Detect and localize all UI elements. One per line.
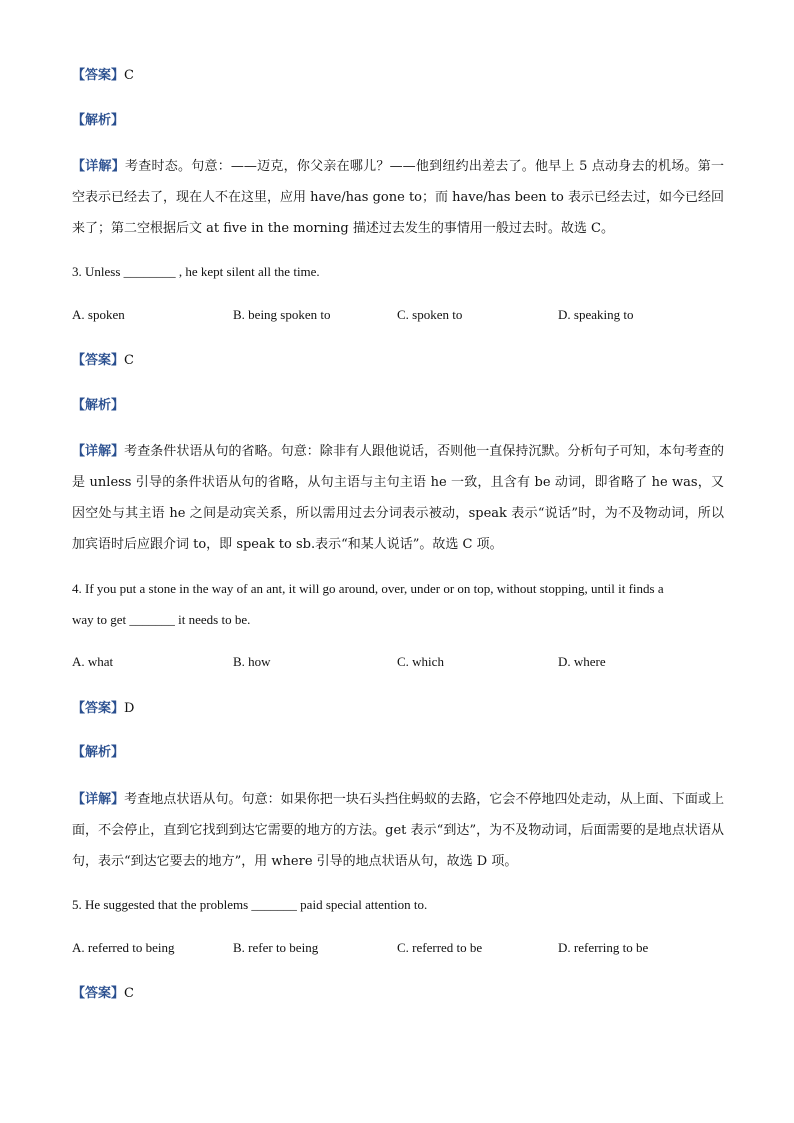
answer-label: 【答案】 [72, 986, 125, 1001]
q4-stem-line1: 4. If you put a stone in the way of an ant, it will go around, over, under or on top, without stopping, until it finds a [72, 581, 664, 596]
detail-text: 考查条件状语从句的省略。句意：除非有人跟他说话，否则他一直保持沉默。分析句子可知，本句考查的是 unless 引导的条件状语从句的省略，从句主语与主句主语 he 一致，且含有 be 动词，即省略了 he was，又因空处与其主语 he 之间是动宾关系，所以需用过去分词表示被动，speak 表示“说话”时，为不及物动词，所以加宾语时后应跟介词 to，即 speak to sb.表示“和某人说话”。故选 C 项。 [72, 444, 724, 552]
option-b: B. how [233, 654, 271, 669]
answer-label: 【答案】 [72, 701, 125, 716]
option-d: D. where [558, 654, 606, 669]
q3-stem: 3. Unless ________ , he kept silent all the time. [72, 264, 320, 279]
q3-detail [72, 436, 724, 560]
option-c: C. spoken to [397, 307, 463, 322]
option-b: B. being spoken to [233, 307, 331, 322]
analysis-label: 【解析】 [72, 398, 125, 413]
answer-value: D [124, 701, 135, 716]
q4-stem-line2: way to get _______ it needs to be. [72, 612, 251, 627]
answer-value: C [124, 986, 134, 1001]
option-d: D. speaking to [558, 307, 634, 322]
answer-value: C [124, 68, 134, 83]
detail-text: 考查时态。句意：——迈克，你父亲在哪儿？——他到纽约出差去了。他早上 5 点动身去的机场。第一空表示已经去了，现在人不在这里，应用 have/has gone to；而 have/has been to 表示已经去过，如今已经回来了；第二空根据后文 at five in the morning 描述过去发生的事情用一般过去时。故选 C。 [72, 159, 724, 236]
q4-analysis-heading [72, 738, 724, 768]
q3-options [72, 307, 724, 331]
detail-label: 【详解】 [72, 444, 125, 459]
q2-analysis-heading [72, 106, 724, 136]
answer-label: 【答案】 [72, 68, 125, 83]
q5-answer [72, 979, 724, 1009]
analysis-label: 【解析】 [72, 113, 125, 128]
q4-detail [72, 784, 724, 877]
analysis-label: 【解析】 [72, 745, 125, 760]
q4-answer [72, 694, 724, 724]
option-a: A. spoken [72, 307, 125, 322]
q4-options [72, 654, 724, 678]
option-a: A. what [72, 654, 114, 669]
option-c: C. which [397, 654, 444, 669]
answer-value: C [124, 353, 134, 368]
option-c: C. referred to be [397, 940, 483, 955]
detail-label: 【详解】 [72, 792, 125, 807]
q2-answer [72, 61, 724, 91]
option-d: D. referring to be [558, 940, 649, 955]
option-b: B. refer to being [233, 940, 319, 955]
q3-analysis-heading [72, 391, 724, 421]
answer-label: 【答案】 [72, 353, 125, 368]
q2-detail [72, 151, 724, 244]
detail-label: 【详解】 [72, 159, 125, 174]
option-a: A. referred to being [72, 940, 175, 955]
q5-options [72, 940, 724, 964]
q3-answer [72, 346, 724, 376]
q5-stem: 5. He suggested that the problems _______ paid special attention to. [72, 897, 428, 912]
detail-text: 考查地点状语从句。句意：如果你把一块石头挡住蚂蚁的去路，它会不停地四处走动，从上面、下面或上面，不会停止，直到它找到到达它需要的地方的方法。get 表示“到达”，为不及物动词，后面需要的是地点状语从句，表示“到达它要去的地方”，用 where 引导的地点状语从句，故选 D 项。 [72, 792, 724, 869]
